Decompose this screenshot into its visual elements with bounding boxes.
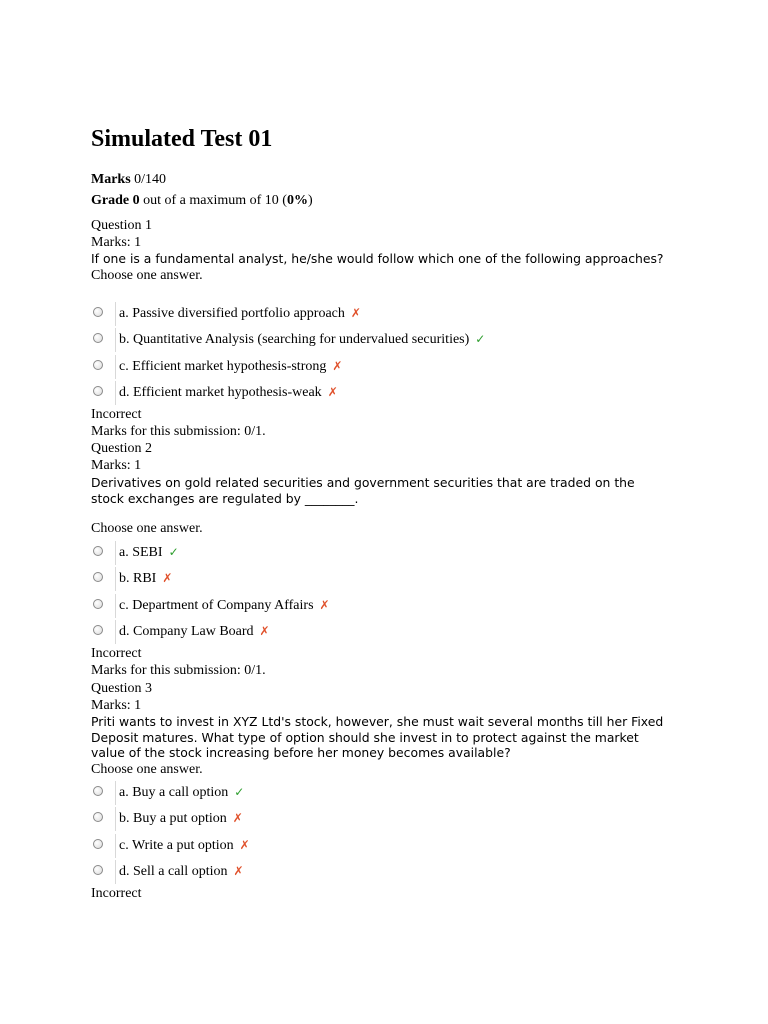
radio-button[interactable] <box>93 786 103 796</box>
question-3-marks: Marks: 1 <box>91 698 142 713</box>
option-label: c. Write a put option ✗ <box>119 838 250 853</box>
marks-summary <box>91 171 166 188</box>
divider <box>115 302 116 326</box>
incorrect-icon: ✗ <box>327 385 338 399</box>
question-1-submission: Marks for this submission: 0/1. <box>91 424 266 439</box>
grade-summary <box>91 192 313 209</box>
incorrect-icon: ✗ <box>233 864 244 878</box>
correct-icon: ✓ <box>475 332 486 346</box>
incorrect-icon: ✗ <box>239 838 250 852</box>
option-label: a. Buy a call option ✓ <box>119 785 245 800</box>
marks-label: Marks <box>91 172 131 187</box>
question-2-heading: Question 2 <box>91 441 153 456</box>
option-label: d. Sell a call option ✗ <box>119 864 244 879</box>
radio-button[interactable] <box>93 812 103 822</box>
question-1-option-c[interactable] <box>91 355 651 379</box>
marks-value: 0/140 <box>134 172 167 187</box>
question-1-option-a[interactable] <box>91 302 651 326</box>
radio-button[interactable] <box>93 546 103 556</box>
grade-text-end: ) <box>307 193 313 208</box>
question-2-option-a[interactable] <box>91 541 651 565</box>
page-title: Simulated Test 01 <box>91 126 273 152</box>
question-3-option-a[interactable] <box>91 781 651 805</box>
divider <box>115 594 116 618</box>
question-3-option-c[interactable] <box>91 834 651 858</box>
option-label: c. Department of Company Affairs ✗ <box>119 598 330 613</box>
option-label: c. Efficient market hypothesis-strong ✗ <box>119 359 343 374</box>
question-3-option-d[interactable] <box>91 860 651 884</box>
question-1-heading: Question 1 <box>91 218 153 233</box>
divider <box>115 781 116 805</box>
question-1-text: If one is a fundamental analyst, he/she would follow which one of the following approaches? <box>91 251 664 266</box>
radio-button[interactable] <box>93 599 103 609</box>
divider <box>115 381 116 405</box>
question-3-status: Incorrect <box>91 886 142 901</box>
radio-button[interactable] <box>93 333 103 343</box>
question-3-prompt: Choose one answer. <box>91 762 203 777</box>
divider <box>115 328 116 352</box>
correct-icon: ✓ <box>168 545 179 559</box>
question-2-option-b[interactable] <box>91 567 651 591</box>
radio-button[interactable] <box>93 625 103 635</box>
grade-percent: 0% <box>286 193 308 208</box>
option-label: b. RBI ✗ <box>119 571 173 586</box>
option-label: b. Buy a put option ✗ <box>119 811 243 826</box>
radio-button[interactable] <box>93 572 103 582</box>
divider <box>115 355 116 379</box>
question-2-option-d[interactable] <box>91 620 651 644</box>
option-label: d. Company Law Board ✗ <box>119 624 270 639</box>
radio-button[interactable] <box>93 865 103 875</box>
incorrect-icon: ✗ <box>332 359 343 373</box>
question-2-option-c[interactable] <box>91 594 651 618</box>
question-1-marks: Marks: 1 <box>91 235 142 250</box>
incorrect-icon: ✗ <box>259 624 270 638</box>
incorrect-icon: ✗ <box>232 811 243 825</box>
radio-button[interactable] <box>93 307 103 317</box>
radio-button[interactable] <box>93 386 103 396</box>
question-1-option-b[interactable] <box>91 328 651 352</box>
question-1-prompt: Choose one answer. <box>91 268 203 283</box>
question-1-option-d[interactable] <box>91 381 651 405</box>
question-2-submission: Marks for this submission: 0/1. <box>91 663 266 678</box>
divider <box>115 620 116 644</box>
option-label: a. Passive diversified portfolio approach ✗ <box>119 306 361 321</box>
grade-value: 0 <box>132 193 140 208</box>
grade-text: out of a maximum of 10 ( <box>143 193 287 208</box>
question-2-marks: Marks: 1 <box>91 458 142 473</box>
divider <box>115 567 116 591</box>
divider <box>115 860 116 884</box>
question-2-status: Incorrect <box>91 646 142 661</box>
divider <box>115 834 116 858</box>
divider <box>115 541 116 565</box>
incorrect-icon: ✗ <box>162 571 173 585</box>
option-label: a. SEBI ✓ <box>119 545 179 560</box>
radio-button[interactable] <box>93 839 103 849</box>
incorrect-icon: ✗ <box>319 598 330 612</box>
incorrect-icon: ✗ <box>350 306 361 320</box>
question-3-text: Priti wants to invest in XYZ Ltd's stock, however, she must wait several months till her Fixed Deposit matures. What type of option should she invest in to protect against the market value of the stock increasing before her money becomes available? <box>91 714 664 760</box>
question-3-option-b[interactable] <box>91 807 651 831</box>
question-2-text: Derivatives on gold related securities and government securities that are traded on the stock exchanges are regulated by ________. <box>91 475 635 506</box>
grade-label: Grade <box>91 193 130 208</box>
divider <box>115 807 116 831</box>
question-1-status: Incorrect <box>91 407 142 422</box>
question-3-heading: Question 3 <box>91 681 153 696</box>
option-label: d. Efficient market hypothesis-weak ✗ <box>119 385 338 400</box>
radio-button[interactable] <box>93 360 103 370</box>
option-label: b. Quantitative Analysis (searching for undervalued securities) ✓ <box>119 332 486 347</box>
correct-icon: ✓ <box>234 785 245 799</box>
question-2-prompt: Choose one answer. <box>91 521 203 536</box>
